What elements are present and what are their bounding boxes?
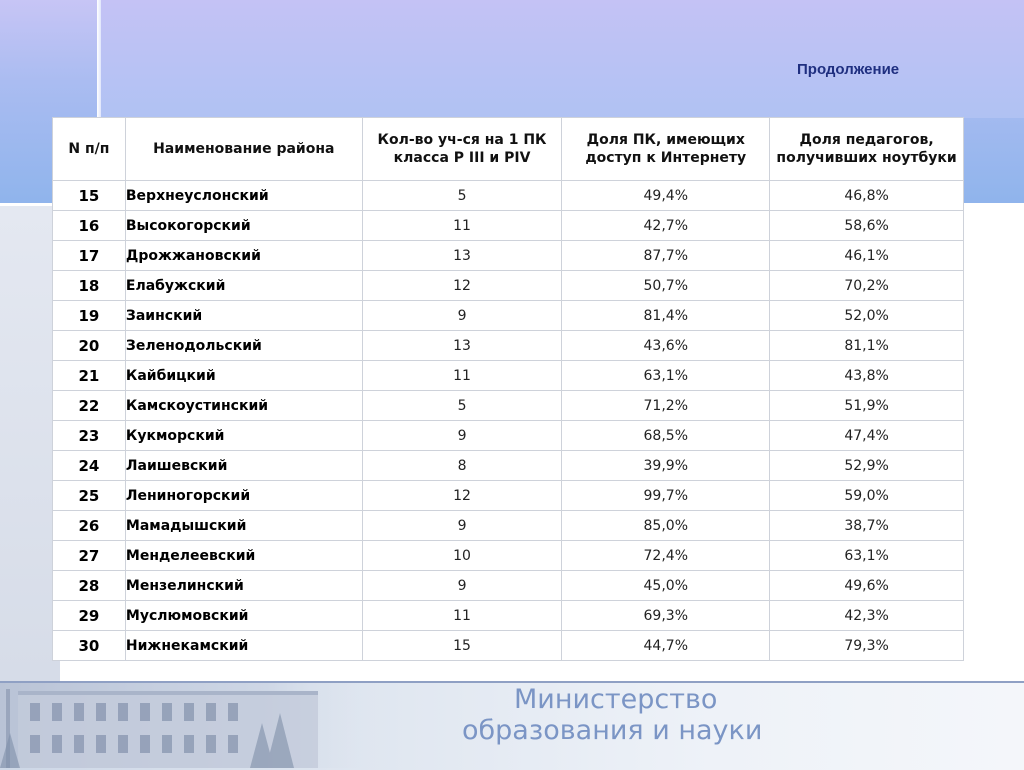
- cell-students-per-pc: 5: [362, 391, 562, 421]
- column-header-pc-internet-share: Доля ПК, имеющих доступ к Интернету: [562, 118, 770, 181]
- cell-number: 15: [53, 181, 126, 211]
- cell-number: 25: [53, 481, 126, 511]
- cell-teachers-laptop-share: 52,0%: [770, 301, 964, 331]
- cell-teachers-laptop-share: 49,6%: [770, 571, 964, 601]
- cell-pc-internet-share: 50,7%: [562, 271, 770, 301]
- cell-students-per-pc: 9: [362, 511, 562, 541]
- cell-district: Кайбицкий: [125, 361, 362, 391]
- cell-teachers-laptop-share: 63,1%: [770, 541, 964, 571]
- table-row: [53, 601, 964, 631]
- side-panel: [0, 206, 60, 682]
- cell-number: 30: [53, 631, 126, 661]
- cell-teachers-laptop-share: 58,6%: [770, 211, 964, 241]
- cell-students-per-pc: 12: [362, 271, 562, 301]
- cell-students-per-pc: 5: [362, 181, 562, 211]
- column-header-district: Наименование района: [125, 118, 362, 181]
- column-header-students-per-pc: Кол-во уч-ся на 1 ПК класса P III и PIV: [362, 118, 562, 181]
- cell-number: 16: [53, 211, 126, 241]
- cell-district: Зеленодольский: [125, 331, 362, 361]
- table-row: [53, 181, 964, 211]
- building-illustration: [0, 683, 380, 768]
- cell-pc-internet-share: 99,7%: [562, 481, 770, 511]
- cell-teachers-laptop-share: 59,0%: [770, 481, 964, 511]
- ministry-line-1: Министерство: [514, 684, 718, 715]
- cell-number: 27: [53, 541, 126, 571]
- cell-pc-internet-share: 39,9%: [562, 451, 770, 481]
- table-row: [53, 211, 964, 241]
- cell-students-per-pc: 13: [362, 241, 562, 271]
- table-row: [53, 241, 964, 271]
- cell-pc-internet-share: 45,0%: [562, 571, 770, 601]
- cell-district: Нижнекамский: [125, 631, 362, 661]
- cell-number: 17: [53, 241, 126, 271]
- table-row: [53, 571, 964, 601]
- cell-district: Мензелинский: [125, 571, 362, 601]
- cell-pc-internet-share: 43,6%: [562, 331, 770, 361]
- cell-pc-internet-share: 71,2%: [562, 391, 770, 421]
- cell-number: 26: [53, 511, 126, 541]
- cell-pc-internet-share: 85,0%: [562, 511, 770, 541]
- cell-teachers-laptop-share: 52,9%: [770, 451, 964, 481]
- cell-teachers-laptop-share: 43,8%: [770, 361, 964, 391]
- table-row: [53, 271, 964, 301]
- table-row: [53, 481, 964, 511]
- cell-teachers-laptop-share: 79,3%: [770, 631, 964, 661]
- table-body: [53, 181, 964, 661]
- cell-district: Кукморский: [125, 421, 362, 451]
- table-row: [53, 541, 964, 571]
- cell-number: 19: [53, 301, 126, 331]
- cell-district: Мамадышский: [125, 511, 362, 541]
- cell-pc-internet-share: 72,4%: [562, 541, 770, 571]
- cell-students-per-pc: 13: [362, 331, 562, 361]
- table-row: [53, 451, 964, 481]
- table-row: [53, 301, 964, 331]
- cell-number: 21: [53, 361, 126, 391]
- cell-number: 28: [53, 571, 126, 601]
- cell-district: Дрожжановский: [125, 241, 362, 271]
- districts-table: [52, 117, 964, 661]
- ministry-logo-text: [462, 684, 782, 746]
- cell-teachers-laptop-share: 47,4%: [770, 421, 964, 451]
- table-row: [53, 331, 964, 361]
- cell-teachers-laptop-share: 46,8%: [770, 181, 964, 211]
- cell-number: 20: [53, 331, 126, 361]
- cell-students-per-pc: 9: [362, 301, 562, 331]
- cell-district: Менделеевский: [125, 541, 362, 571]
- cell-teachers-laptop-share: 51,9%: [770, 391, 964, 421]
- column-header-number: N п/п: [53, 118, 126, 181]
- table-row: [53, 421, 964, 451]
- cell-pc-internet-share: 69,3%: [562, 601, 770, 631]
- cell-pc-internet-share: 68,5%: [562, 421, 770, 451]
- cell-teachers-laptop-share: 42,3%: [770, 601, 964, 631]
- cell-number: 29: [53, 601, 126, 631]
- cell-district: Камскоустинский: [125, 391, 362, 421]
- table-header-row: [53, 118, 964, 181]
- cell-teachers-laptop-share: 70,2%: [770, 271, 964, 301]
- cell-students-per-pc: 11: [362, 361, 562, 391]
- cell-students-per-pc: 11: [362, 211, 562, 241]
- cell-students-per-pc: 10: [362, 541, 562, 571]
- cell-students-per-pc: 9: [362, 421, 562, 451]
- cell-pc-internet-share: 63,1%: [562, 361, 770, 391]
- table-row: [53, 511, 964, 541]
- cell-pc-internet-share: 42,7%: [562, 211, 770, 241]
- header-divider-vertical: [97, 0, 101, 118]
- ministry-line-2: образования и науки: [462, 715, 763, 746]
- cell-pc-internet-share: 87,7%: [562, 241, 770, 271]
- continuation-label: Продолжение: [797, 61, 900, 78]
- cell-pc-internet-share: 44,7%: [562, 631, 770, 661]
- cell-district: Высокогорский: [125, 211, 362, 241]
- cell-district: Верхнеуслонский: [125, 181, 362, 211]
- cell-number: 22: [53, 391, 126, 421]
- cell-district: Лаишевский: [125, 451, 362, 481]
- header-panel: [100, 0, 1024, 118]
- cell-district: Заинский: [125, 301, 362, 331]
- cell-district: Лениногорский: [125, 481, 362, 511]
- cell-teachers-laptop-share: 46,1%: [770, 241, 964, 271]
- cell-teachers-laptop-share: 81,1%: [770, 331, 964, 361]
- cell-number: 24: [53, 451, 126, 481]
- cell-students-per-pc: 9: [362, 571, 562, 601]
- cell-number: 23: [53, 421, 126, 451]
- cell-students-per-pc: 8: [362, 451, 562, 481]
- cell-students-per-pc: 15: [362, 631, 562, 661]
- table-row: [53, 631, 964, 661]
- column-header-teachers-laptop-share: Доля педагогов, получивших ноутбуки: [770, 118, 964, 181]
- table-row: [53, 391, 964, 421]
- cell-students-per-pc: 12: [362, 481, 562, 511]
- cell-number: 18: [53, 271, 126, 301]
- table-row: [53, 361, 964, 391]
- cell-teachers-laptop-share: 38,7%: [770, 511, 964, 541]
- cell-district: Елабужский: [125, 271, 362, 301]
- cell-pc-internet-share: 49,4%: [562, 181, 770, 211]
- cell-pc-internet-share: 81,4%: [562, 301, 770, 331]
- cell-district: Муслюмовский: [125, 601, 362, 631]
- cell-students-per-pc: 11: [362, 601, 562, 631]
